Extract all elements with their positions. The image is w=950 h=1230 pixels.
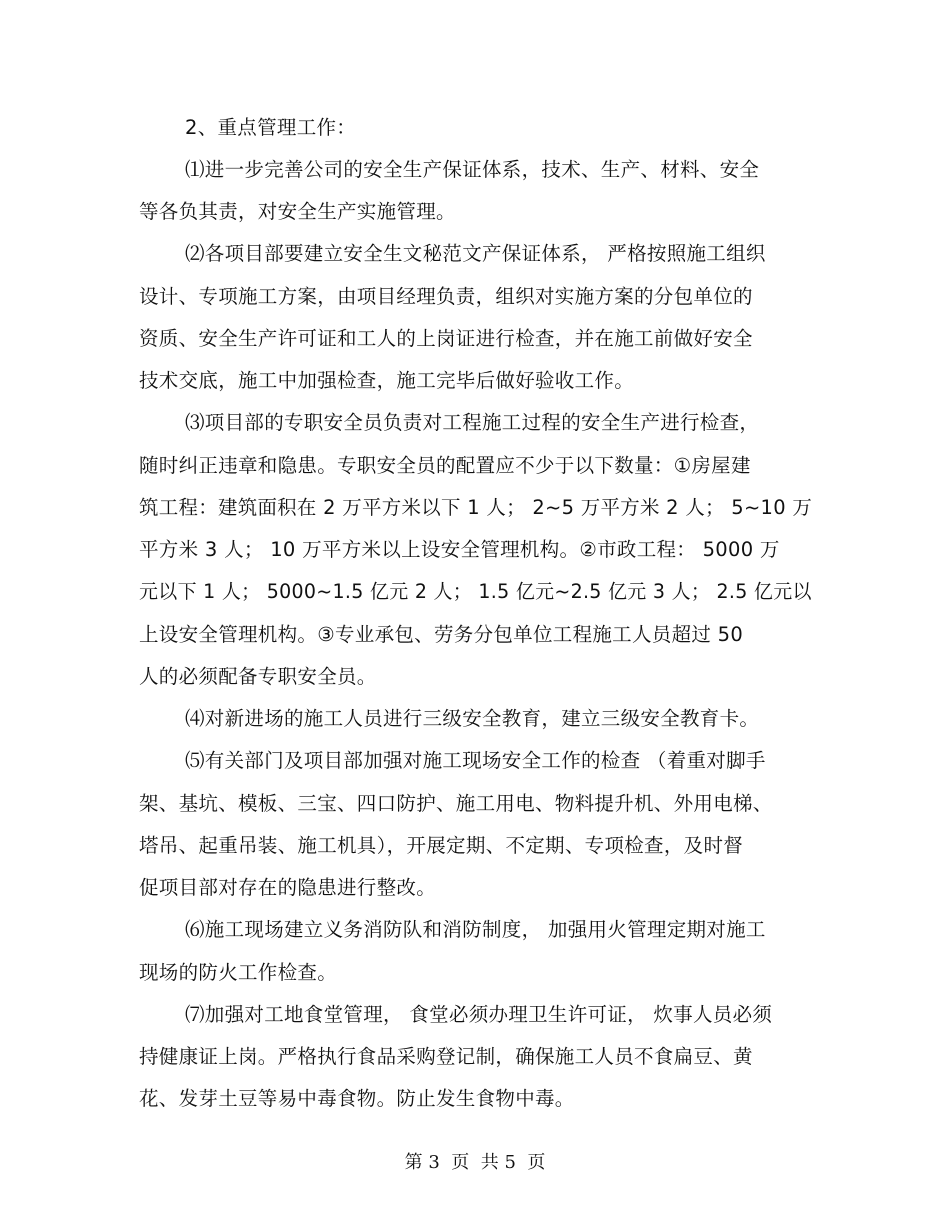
text-line-15: ⑷对新进场的施工人员进行三级安全教育，建立三级安全教育卡。 bbox=[185, 707, 760, 730]
text-line-24: 花、发芽土豆等易中毒食物。防止发生食物中毒。 bbox=[139, 1087, 575, 1110]
text-line-8: ⑶项目部的专职安全员负责对工程施工过程的安全生产进行检查， bbox=[185, 411, 760, 434]
text-line-19: 促项目部对存在的隐患进行整改。 bbox=[139, 876, 437, 899]
text-line-16: ⑸有关部门及项目部加强对施工现场安全工作的检查 （着重对脚手 bbox=[185, 749, 766, 772]
text-line-11: 平方米 3 人； 10 万平方米以上设安全管理机构。②市政工程： 5000 万 bbox=[139, 538, 780, 561]
text-line-10: 筑工程：建筑面积在 2 万平方米以下 1 人； 2~5 万平方米 2 人； 5~10 万 bbox=[139, 496, 813, 519]
text-line-3: 等各负其责，对安全生产实施管理。 bbox=[139, 200, 456, 223]
text-line-13: 上设安全管理机构。③专业承包、劳务分包单位工程施工人员超过 50 bbox=[139, 623, 744, 646]
page-number-footer: 第 3 页 共 5 页 bbox=[404, 1152, 546, 1173]
text-line-12: 元以下 1 人； 5000~1.5 亿元 2 人； 1.5 亿元~2.5 亿元 3 人； 2.5 亿元以 bbox=[139, 580, 812, 603]
text-line-4: ⑵各项目部要建立安全生文秘范文产保证体系， 严格按照施工组织 bbox=[185, 242, 766, 265]
text-line-23: 持健康证上岗。严格执行食品采购登记制，确保施工人员不食扁豆、黄 bbox=[139, 1045, 753, 1068]
text-line-20: ⑹施工现场建立义务消防队和消防制度， 加强用火管理定期对施工 bbox=[185, 918, 766, 941]
text-line-17: 架、基坑、模板、三宝、四口防护、施工用电、物料提升机、外用电梯、 bbox=[139, 792, 773, 815]
text-line-7: 技术交底，施工中加强检查，施工完毕后做好验收工作。 bbox=[139, 369, 635, 392]
text-line-21: 现场的防火工作检查。 bbox=[139, 961, 338, 984]
text-line-2: ⑴进一步完善公司的安全生产保证体系，技术、生产、材料、安全 bbox=[185, 158, 760, 181]
text-line-14: 人的必须配备专职安全员。 bbox=[139, 665, 377, 688]
text-line-9: 随时纠正违章和隐患。专职安全员的配置应不少于以下数量：①房屋建 bbox=[139, 454, 751, 477]
text-line-5: 设计、专项施工方案，由项目经理负责，组织对实施方案的分包单位的 bbox=[139, 285, 753, 308]
text-line-18: 塔吊、起重吊装、施工机具），开展定期、不定期、专项检查，及时督 bbox=[139, 834, 744, 857]
text-line-1: 2、重点管理工作： bbox=[185, 116, 357, 139]
text-line-6: 资质、安全生产许可证和工人的上岗证进行检查，并在施工前做好安全 bbox=[139, 327, 753, 350]
text-line-22: ⑺加强对工地食堂管理， 食堂必须办理卫生许可证， 炊事人员必须 bbox=[185, 1003, 773, 1026]
